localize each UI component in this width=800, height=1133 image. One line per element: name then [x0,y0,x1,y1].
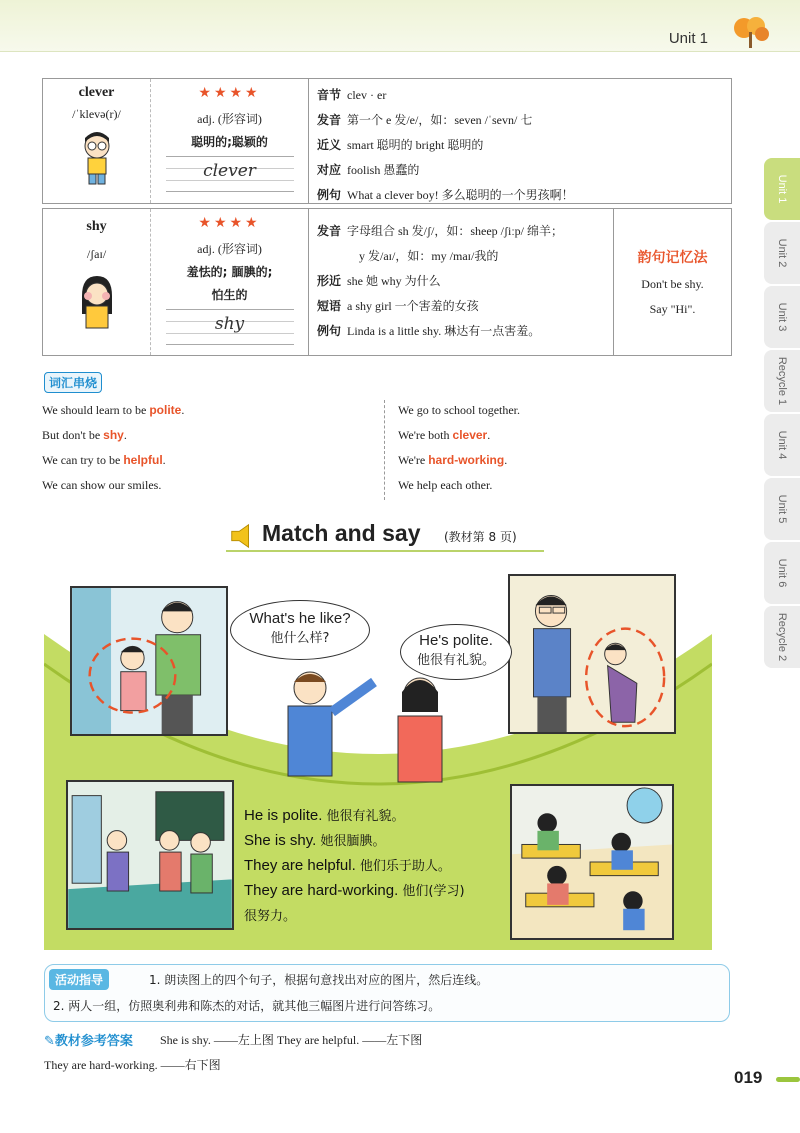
tree-icon [728,14,772,48]
sentence-5: 很努力。 [244,909,297,924]
activity-guide [44,964,730,1022]
panel-helpful-kids [66,780,234,930]
chinese-meaning: 羞怯的; 腼腆的; [186,265,273,279]
handwritten-word: shy [214,314,245,334]
answer-line-1: She is shy. ——左上图 They are helpful. ——左下图 [160,1033,423,1047]
sentence-3: They are helpful. 他们乐于助人。 [244,857,451,874]
chain-title: 词汇串烧 [44,372,102,393]
word-title: clever [78,85,115,100]
part-of-speech: adj. (形容词) [197,242,262,256]
mnemonic-line-1: Don't be shy. [641,277,704,291]
chain-line: We should learn to be polite. [42,403,185,417]
detail-row: 例句 What a clever boy! 多么聪明的一个男孩啊！ [317,188,574,202]
mnemonic-box [613,209,731,355]
speech-bubble-answer: He's polite. 他很有礼貌。 [400,624,512,680]
detail-row: 发音 第一个 e 发/e/，如：seven /ˈsevn/ 七 [317,113,533,127]
word-column [43,209,151,355]
panel-shy-girl [70,586,228,736]
word-details [317,219,609,344]
mnemonic-line-2: Say "Hi". [649,302,696,316]
chinese-meaning: 聪明的;聪颖的 [191,135,268,149]
page-number: 019 [734,1068,763,1087]
star-rating: ★★★★ [198,216,261,231]
word-title: shy [86,219,107,234]
match-sentences [244,804,465,929]
chain-line: We're both clever. [398,428,491,442]
chain-divider [384,400,385,500]
chain-line: We're hard-working. [398,453,508,467]
tab-unit-6[interactable]: Unit 6 [764,542,800,604]
tab-recycle-2[interactable]: Recycle 2 [764,606,800,668]
tab-unit-1[interactable]: Unit 1 [764,158,800,220]
panel-polite-boy [508,574,676,734]
word-details [317,83,727,208]
page-number-bar [776,1077,800,1082]
tab-unit-5[interactable]: Unit 5 [764,478,800,540]
section-title: Match and say [262,520,421,546]
page-header [0,0,800,52]
part-of-speech: adj. (形容词) [197,112,262,126]
chain-line: But don't be shy. [42,428,127,442]
unit-tabs [764,158,800,670]
star-rating: ★★★★ [198,86,261,101]
chain-right [398,398,520,498]
chain-line: We can try to be helpful. [42,453,166,467]
sentence-4: They are hard-working. 他们(学习) [244,882,465,899]
speech-bubble-question: What's he like? 他什么样? [230,600,370,660]
section-note: (教材第 8 页) [444,530,517,544]
word-column [43,79,151,203]
kids-talking [254,662,474,802]
writing-lines [166,156,294,192]
chain-line: We go to school together. [398,403,521,417]
chinese-meaning-2: 怕生的 [211,288,248,302]
tab-unit-3[interactable]: Unit 3 [764,286,800,348]
section-header [226,518,544,552]
sentence-2: She is shy. 她很腼腆。 [244,832,386,849]
phonetic: /ˈklevə(r)/ [72,107,121,121]
answer-title: ✎教材参考答案 [44,1034,133,1049]
mnemonic-title: 韵句记忆法 [637,250,708,266]
pencil-icon: ✎ [44,1034,55,1049]
panel-hardworking-class [510,784,674,940]
detail-row: y 发/aɪ/，如：my /maɪ/我的 [359,249,499,263]
detail-row: 音节 clev · er [317,88,387,102]
phonetic: /ʃaɪ/ [86,247,107,261]
chain-line: We can show our smiles. [42,478,162,492]
meaning-column [151,209,309,355]
tab-unit-2[interactable]: Unit 2 [764,222,800,284]
unit-label: Unit 1 [668,30,708,47]
detail-row: 对应 foolish 愚蠢的 [317,163,420,177]
match-and-say-illustration [44,574,712,950]
tab-unit-4[interactable]: Unit 4 [764,414,800,476]
activity-tag: 活动指导 [49,969,109,990]
detail-row: 短语 a shy girl 一个害羞的女孩 [317,299,479,313]
chain-line: We help each other. [398,478,493,492]
activity-step-2: 2. 两人一组，仿照奥利弗和陈杰的对话，就其他三幅图片进行问答练习。 [53,999,441,1013]
chain-left [42,398,184,498]
detail-row: 近义 smart 聪明的 bright 聪明的 [317,138,484,152]
writing-lines [166,309,294,345]
detail-row: 发音 字母组合 sh 发/ʃ/，如：sheep /ʃiːp/ 绵羊； [317,224,564,238]
answer-line-2: They are hard-working. ——右下图 [44,1058,221,1072]
sentence-1: He is polite. 他很有礼貌。 [244,807,405,824]
word-card-clever [42,78,732,204]
word-card-shy [42,208,732,356]
detail-row: 形近 she 她 why 为什么 [317,274,441,288]
girl-illustration [74,274,120,330]
tab-recycle-1[interactable]: Recycle 1 [764,350,800,412]
meaning-column [151,79,309,203]
handwritten-word: clever [203,161,256,181]
detail-row: 例句 Linda is a little shy. 琳达有一点害羞。 [317,324,541,338]
speaker-icon [228,522,256,550]
activity-step-1: 1. 朗读图上的四个句子，根据句意找出对应的图片，然后连线。 [149,973,489,987]
boy-illustration [74,130,120,186]
